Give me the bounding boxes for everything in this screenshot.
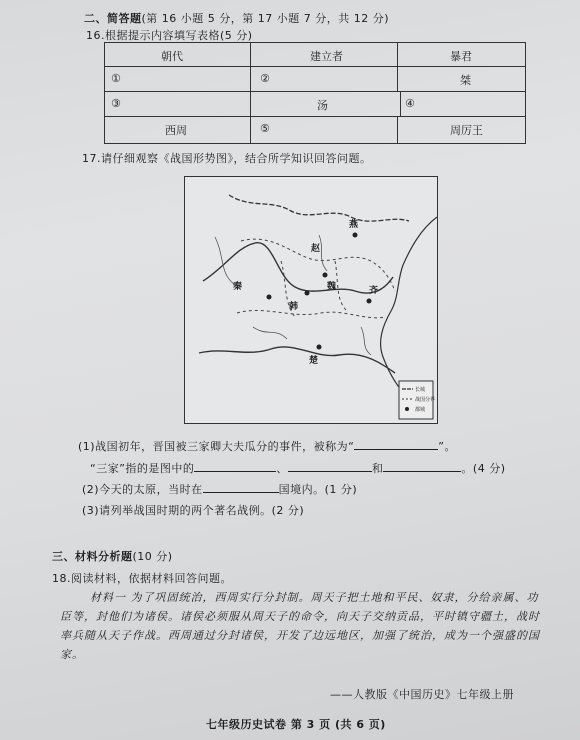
map-label-han: 韩 — [289, 302, 299, 312]
q17-blank-state-3[interactable] — [383, 460, 461, 472]
q17-sub1b — [90, 460, 505, 476]
q16-header-founder: 建立者 — [310, 50, 343, 63]
q17-sub1b-sep1: 、 — [276, 462, 288, 475]
q18-material — [60, 588, 560, 664]
q16-cell-jie: 桀 — [460, 74, 471, 87]
q17-sub1a-end: ”。 — [438, 440, 456, 453]
q17-sub1b-sep2: 和 — [371, 462, 384, 475]
q18-material-line-4: 家。 — [60, 648, 84, 661]
map-legend-wall: 长城 — [415, 387, 426, 393]
q16-cell-xizhou: 西周 — [165, 124, 187, 137]
q18-material-line-1: 材料一 为了巩固统治，西周实行分封制。周天子把土地和平民、奴隶，分给亲属、功 — [90, 591, 539, 604]
section-3-title: 三、材料分析题 — [52, 550, 133, 563]
map-label-qin: 秦 — [233, 282, 243, 292]
q17-blank-state-taiyuan[interactable] — [203, 481, 279, 493]
q16-cell-blank-3: ③ — [111, 97, 121, 110]
warring-states-map — [184, 176, 438, 424]
q17-sub1a — [78, 438, 456, 454]
q16-header-tyrant: 暴君 — [450, 50, 472, 63]
q17-blank-state-1[interactable] — [194, 460, 276, 472]
q16-table — [104, 42, 526, 144]
map-label-qi: 齐 — [369, 286, 379, 296]
q18-source: ——人教版《中国历史》七年级上册 — [330, 688, 514, 701]
section-2-heading — [84, 10, 389, 26]
q17-prompt: 17.请仔细观察《战国形势图》，结合所学知识回答问题。 — [82, 152, 372, 165]
q16-prompt: 16.根据提示内容填写表格(5 分) — [86, 29, 253, 42]
q16-cell-blank-4: ④ — [405, 97, 415, 110]
section-2-title: 二、简答题 — [84, 12, 142, 25]
map-label-chu: 楚 — [309, 356, 319, 366]
q17-sub3: (3)请列举战国时期的两个著名战例。(2 分) — [82, 504, 305, 517]
q16-cell-tang: 汤 — [317, 99, 328, 112]
map-legend-border: 战国分界 — [415, 397, 436, 403]
q17-sub2-end: 国境内。(1 分) — [278, 483, 358, 496]
map-label-zhao: 赵 — [311, 244, 321, 254]
q17-blank-state-2[interactable] — [288, 460, 372, 472]
map-label-yan: 燕 — [349, 220, 359, 230]
q17-blank-event[interactable] — [354, 438, 438, 450]
section-3-heading — [52, 548, 173, 564]
q17-sub2 — [82, 481, 357, 497]
q16-cell-blank-5: ⑤ — [260, 122, 270, 135]
map-legend-capital: 都城 — [415, 407, 426, 413]
section-3-note: (10 分) — [132, 550, 173, 563]
page-footer: 七年级历史试卷 第 3 页 (共 6 页) — [206, 718, 386, 731]
q18-material-line-3: 率兵随从天子作战。西周通过分封诸侯，开发了边远地区，加强了统治，成为一个强盛的国 — [60, 629, 540, 642]
q18-material-line-2: 臣等，封他们为诸侯。诸侯必须服从周天子的命令，向天子交纳贡品，平时镇守疆土，战时 — [60, 610, 540, 623]
section-2-note: (第 16 小题 5 分，第 17 小题 7 分，共 12 分) — [141, 12, 390, 25]
map-drawing — [185, 177, 437, 423]
q16-cell-zhoulIwang: 周厉王 — [450, 124, 483, 137]
q17-sub1a-text: (1)战国初年，晋国被三家卿大夫瓜分的事件，被称为“ — [78, 440, 355, 453]
q17-sub1b-text: “三家”指的是图中的 — [90, 462, 195, 475]
map-label-wei: 魏 — [327, 282, 337, 292]
q16-cell-blank-1: ① — [111, 72, 121, 85]
q16-cell-blank-2: ② — [260, 72, 270, 85]
q18-prompt: 18.阅读材料，依据材料回答问题。 — [52, 572, 232, 585]
q17-sub2-text: (2)今天的太原，当时在 — [82, 483, 203, 496]
q16-header-dynasty: 朝代 — [161, 50, 183, 63]
q17-sub1b-end: 。(4 分) — [461, 462, 506, 475]
